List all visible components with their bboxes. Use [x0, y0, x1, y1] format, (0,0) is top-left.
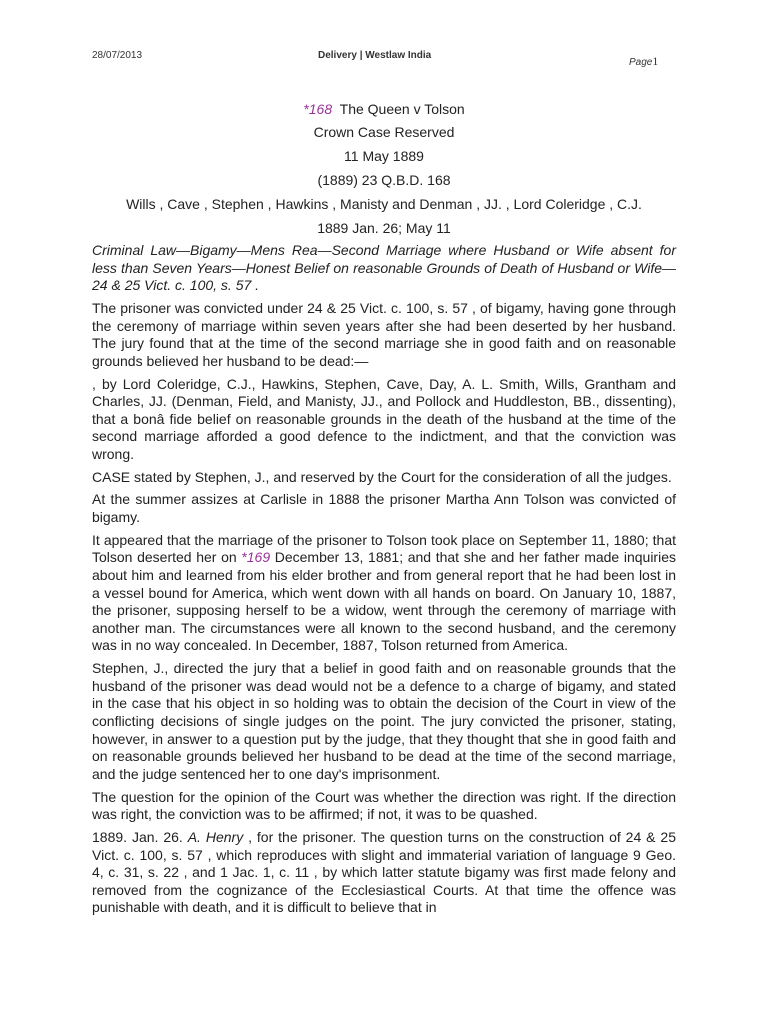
argument-text: , for the prisoner. The question turns on the construction of 24 & 25 Vict. c. 100, s. 57 , which reproduces with slight and immaterial variation of language 9 Geo. 4, c. 31, s. 22 , and 1 Jac. 1, c. 11 , by which latter statute bigamy was first made felony and removed from the cognizance of the Ecclesiastical Courts. At that time the offence was punishable with death, and it is difficult to believe that in: [92, 828, 676, 916]
facts-text-end: December 13, 1881; and that she and her father made inquiries about him and learned from his elder brother and from general report that he had been lost in a vessel bound for America, which went down with all hands on board. On January 10, 1887, the prisoner, supposing herself to be a widow, went through the ceremony of marriage with another man. The circumstances were all known to the second husband, and the ceremony was in no way concealed. In December, 1887, Tolson returned from America.: [92, 549, 676, 654]
argument-paragraph: [92, 829, 676, 917]
facts-paragraph: At the summer assizes at Carlisle in 1888 the prisoner Martha Ann Tolson was convicted of bigamy.: [92, 491, 676, 526]
page-label: Page: [629, 57, 653, 68]
facts-text-start: It appeared that the marriage of the prisoner to Tolson took place on September 11, 1880; that Tolson deserted her on: [92, 531, 676, 566]
case-judges: Wills , Cave , Stephen , Hawkins , Manisty and Denman , JJ. , Lord Coleridge , C.J.: [126, 196, 642, 212]
argument-date: 1889. Jan. 26.: [92, 828, 188, 845]
page-reference-link[interactable]: *168: [303, 101, 333, 117]
case-name: The Queen v Tolson: [339, 101, 465, 117]
catchwords: Criminal Law—Bigamy—Mens Rea—Second Marriage where Husband or Wife absent for less than Seven Years—Honest Belief on reasonable Grounds of Death of Husband or Wife— 24 & 25 Vict. c. 100, s. 57 .: [92, 242, 676, 294]
facts-detail-paragraph: [92, 532, 676, 655]
headnote-paragraph: The prisoner was convicted under 24 & 25 Vict. c. 100, s. 57 , of bigamy, having gone through the ceremony of marriage within seven years after she had been deserted by her husband. The jury found that at the time of the second marriage she in good faith and on reasonable grounds believed her husband to be dead:—: [92, 299, 676, 369]
holding-paragraph: , by Lord Coleridge, C.J., Hawkins, Stephen, Cave, Day, A. L. Smith, Wills, Grantham and Charles, JJ. (Denman, Field, and Manisty, JJ., and Pollock and Huddleston, BB., dissenting), that a bonâ fide belief on reasonable grounds in the death of the husband at the time of the second marriage afforded a good defence to the indictment, and that the conviction was wrong.: [92, 375, 676, 462]
question-paragraph: The question for the opinion of the Court was whether the direction was right. If the direction was right, the conviction was to be affirmed; if not, it was to be quashed.: [92, 788, 676, 823]
judgment-body: [92, 242, 676, 922]
document-header-title: Delivery | Westlaw India: [318, 50, 432, 61]
page-reference-link[interactable]: *169: [241, 549, 271, 566]
page-number: [629, 54, 658, 69]
case-citation: (1889) 23 Q.B.D. 168: [317, 172, 451, 188]
case-court: Crown Case Reserved: [313, 124, 455, 140]
case-title: [92, 101, 676, 118]
page-number-value: 1: [652, 54, 659, 68]
case-hearing-dates: 1889 Jan. 26; May 11: [317, 220, 451, 236]
direction-paragraph: Stephen, J., directed the jury that a belief in good faith and on reasonable grounds that the husband of the prisoner was dead would not be a defence to a charge of bigamy, and stated in the case that his object in so holding was to obtain the decision of the Court in view of the conflicting decisions of single judges on the point. The jury convicted the prisoner, stating, however, in answer to a question put by the judge, that they thought that she in good faith and on reasonable grounds believed her husband to be dead at the time of the second marriage, and the judge sentenced her to one day's imprisonment.: [92, 660, 676, 782]
case-date: 11 May 1889: [344, 148, 424, 164]
case-stated-paragraph: CASE stated by Stephen, J., and reserved by the Court for the consideration of all the judges.: [92, 468, 672, 485]
print-date: 28/07/2013: [92, 50, 143, 61]
counsel-name: A. Henry: [187, 828, 244, 845]
